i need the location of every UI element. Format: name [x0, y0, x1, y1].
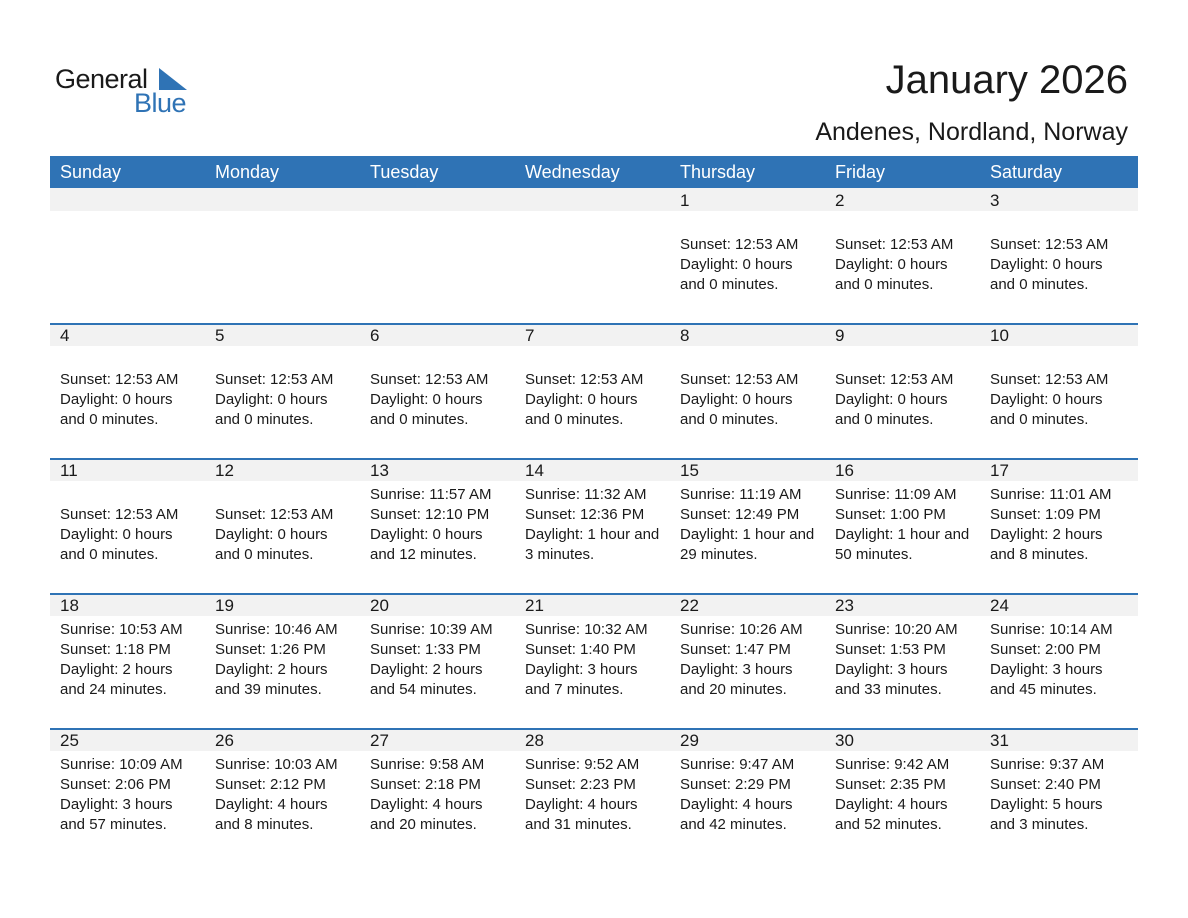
day-cell	[825, 593, 980, 728]
day-number	[370, 190, 375, 212]
daylight-minutes-text: and 54 minutes.	[370, 681, 477, 698]
day-info	[680, 620, 803, 700]
day-number: 10	[990, 326, 1009, 345]
day-number: 25	[60, 731, 79, 750]
day-cell	[50, 323, 205, 458]
sunrise-text: Sunrise: 11:09 AM	[835, 486, 957, 503]
day-number: 24	[990, 596, 1009, 615]
daylight-text: Daylight: 3 hours	[60, 796, 173, 813]
day-cell	[980, 323, 1135, 458]
day-cell	[50, 188, 205, 323]
sunset-text: Sunset: 2:12 PM	[215, 776, 326, 793]
sunset-text: Sunset: 2:35 PM	[835, 776, 946, 793]
page-title: January 2026	[885, 58, 1128, 102]
sunrise-text: Sunrise: 10:46 AM	[215, 621, 338, 638]
daylight-text: Daylight: 3 hours	[680, 661, 793, 678]
daylight-minutes-text: and 24 minutes.	[60, 681, 167, 698]
sunset-text: Sunset: 2:00 PM	[990, 641, 1101, 658]
day-number: 12	[215, 461, 234, 480]
daylight-text: Daylight: 2 hours	[215, 661, 328, 678]
day-cell	[205, 188, 360, 323]
day-info	[215, 620, 338, 700]
day-number	[60, 190, 65, 212]
sunset-text: Sunset: 12:53 AM	[680, 371, 799, 388]
sunrise-text: Sunrise: 11:57 AM	[370, 486, 492, 503]
day-number: 22	[680, 596, 699, 615]
day-cell	[670, 458, 825, 593]
daylight-text: Daylight: 3 hours	[525, 661, 638, 678]
sunset-text: Sunset: 12:53 AM	[60, 506, 179, 523]
sunset-text: Sunset: 12:53 AM	[990, 371, 1109, 388]
logo-text-general: General	[55, 64, 148, 94]
sunset-text: Sunset: 12:53 AM	[215, 506, 334, 523]
sunset-text: Sunset: 2:29 PM	[680, 776, 791, 793]
sunrise-text: Sunrise: 10:09 AM	[60, 756, 183, 773]
sunrise-text: Sunrise: 11:32 AM	[525, 486, 647, 503]
day-cell	[670, 728, 825, 863]
calendar-week	[50, 458, 1138, 593]
day-info	[60, 350, 178, 430]
day-info	[370, 215, 374, 295]
sunset-text: Sunset: 1:09 PM	[990, 506, 1101, 523]
day-number: 7	[525, 326, 535, 345]
daylight-minutes-text: 50 minutes.	[835, 546, 913, 563]
sunset-text: Sunset: 12:53 AM	[680, 236, 799, 253]
sunset-text: Sunset: 2:06 PM	[60, 776, 171, 793]
calendar-weeks	[50, 188, 1138, 863]
day-cell	[980, 728, 1135, 863]
daylight-minutes-text: 3 minutes.	[525, 546, 595, 563]
daylight-text: Daylight: 2 hours	[370, 661, 483, 678]
sunset-text: Sunset: 2:40 PM	[990, 776, 1101, 793]
sunset-text: Sunset: 1:47 PM	[680, 641, 791, 658]
day-info	[60, 620, 183, 700]
daylight-minutes-text: and 0 minutes.	[60, 411, 159, 428]
calendar-week	[50, 593, 1138, 728]
sunrise-text: Sunrise: 10:32 AM	[525, 621, 648, 638]
daylight-text: Daylight: 2 hours	[60, 661, 173, 678]
day-info	[835, 350, 953, 430]
day-cell	[360, 323, 515, 458]
day-info	[525, 620, 648, 700]
daylight-minutes-text: and 0 minutes.	[370, 411, 469, 428]
week-cells	[50, 188, 1138, 323]
sunset-text: Sunset: 12:53 AM	[370, 371, 489, 388]
weekday-header	[50, 156, 1138, 188]
daylight-text: Daylight: 4 hours	[215, 796, 328, 813]
weekday-tuesday: Tuesday	[370, 162, 439, 182]
day-number: 29	[680, 731, 699, 750]
daylight-minutes-text: and 0 minutes.	[215, 546, 314, 563]
weekday-thursday: Thursday	[680, 162, 756, 182]
sunset-text: Sunset: 12:53 AM	[835, 236, 954, 253]
sunrise-text: Sunrise: 10:39 AM	[370, 621, 493, 638]
sunrise-text: Sunrise: 10:03 AM	[215, 756, 338, 773]
sunrise-text: Sunrise: 9:42 AM	[835, 756, 950, 773]
sunset-text: Sunset: 1:26 PM	[215, 641, 326, 658]
daylight-text: Daylight: 4 hours	[680, 796, 793, 813]
daylight-minutes-text: and 20 minutes.	[370, 816, 477, 833]
sunrise-text: Sunrise: 10:20 AM	[835, 621, 958, 638]
daylight-minutes-text: and 8 minutes.	[990, 546, 1089, 563]
calendar	[50, 156, 1138, 863]
daylight-minutes-text: and 20 minutes.	[680, 681, 787, 698]
day-number: 19	[215, 596, 234, 615]
daylight-text: Daylight: 2 hours	[990, 526, 1103, 543]
logo-triangle-icon	[159, 68, 189, 90]
day-info	[370, 620, 493, 700]
week-cells	[50, 458, 1138, 593]
daylight-text: Daylight: 1 hour and	[835, 526, 970, 543]
day-number: 16	[835, 461, 854, 480]
day-info	[525, 485, 659, 565]
day-number: 30	[835, 731, 854, 750]
daylight-text: Daylight: 0 hours	[835, 391, 948, 408]
sunset-text: Sunset: 2:23 PM	[525, 776, 636, 793]
daylight-text: Daylight: 0 hours	[60, 391, 173, 408]
logo-text-blue: Blue	[134, 88, 187, 118]
day-info	[680, 215, 798, 295]
sunset-text: Sunset: 1:33 PM	[370, 641, 481, 658]
day-number: 4	[60, 326, 70, 345]
weekday-wednesday: Wednesday	[525, 162, 620, 182]
weekday-sunday: Sunday	[60, 162, 122, 182]
day-cell	[205, 593, 360, 728]
day-info	[680, 350, 798, 430]
daylight-minutes-text: and 57 minutes.	[60, 816, 167, 833]
day-number: 9	[835, 326, 845, 345]
daylight-text: Daylight: 4 hours	[525, 796, 638, 813]
day-cell	[360, 593, 515, 728]
daylight-minutes-text: and 7 minutes.	[525, 681, 624, 698]
day-info	[60, 485, 178, 565]
calendar-week	[50, 188, 1138, 323]
daylight-minutes-text: and 0 minutes.	[60, 546, 159, 563]
day-cell	[205, 323, 360, 458]
day-cell	[825, 728, 980, 863]
day-number: 20	[370, 596, 389, 615]
day-number: 6	[370, 326, 380, 345]
day-info	[990, 215, 1108, 295]
sunrise-text: Sunrise: 10:26 AM	[680, 621, 803, 638]
weekday-friday: Friday	[835, 162, 886, 182]
day-cell	[980, 593, 1135, 728]
sunrise-text: Sunrise: 10:14 AM	[990, 621, 1113, 638]
day-info	[835, 485, 969, 565]
day-cell	[205, 728, 360, 863]
daylight-text: Daylight: 0 hours	[370, 391, 483, 408]
day-info	[215, 350, 333, 430]
daylight-text: Daylight: 4 hours	[835, 796, 948, 813]
day-info	[370, 755, 484, 835]
daylight-text: Daylight: 0 hours	[990, 391, 1103, 408]
weekday-saturday: Saturday	[990, 162, 1063, 182]
logo	[55, 64, 195, 120]
day-number: 18	[60, 596, 79, 615]
sunrise-text: Sunrise: 11:19 AM	[680, 486, 802, 503]
day-cell	[360, 188, 515, 323]
day-cell	[515, 593, 670, 728]
daylight-minutes-text: and 33 minutes.	[835, 681, 942, 698]
day-number: 14	[525, 461, 544, 480]
sunset-text: Sunset: 12:53 AM	[60, 371, 179, 388]
day-number: 28	[525, 731, 544, 750]
sunset-text: Sunset: 1:40 PM	[525, 641, 636, 658]
day-cell	[50, 593, 205, 728]
day-cell	[980, 188, 1135, 323]
day-info	[370, 485, 491, 565]
daylight-minutes-text: and 3 minutes.	[990, 816, 1089, 833]
week-cells	[50, 728, 1138, 863]
daylight-text: Daylight: 0 hours	[680, 256, 793, 273]
day-info	[525, 755, 639, 835]
day-number: 13	[370, 461, 389, 480]
weekday-monday: Monday	[215, 162, 280, 182]
day-info	[525, 215, 529, 295]
daylight-minutes-text: and 0 minutes.	[215, 411, 314, 428]
daylight-text: Daylight: 1 hour and	[525, 526, 660, 543]
sunrise-text: Sunrise: 9:37 AM	[990, 756, 1105, 773]
calendar-week	[50, 323, 1138, 458]
day-number: 31	[990, 731, 1009, 750]
daylight-minutes-text: and 31 minutes.	[525, 816, 632, 833]
daylight-text: Daylight: 0 hours	[60, 526, 173, 543]
sunset-text: Sunset: 12:10 PM	[370, 506, 490, 523]
day-number: 26	[215, 731, 234, 750]
daylight-text: Daylight: 0 hours	[525, 391, 638, 408]
daylight-minutes-text: 29 minutes.	[680, 546, 758, 563]
daylight-minutes-text: and 0 minutes.	[835, 276, 934, 293]
daylight-text: Daylight: 0 hours	[990, 256, 1103, 273]
day-number: 17	[990, 461, 1009, 480]
day-cell	[670, 323, 825, 458]
sunset-text: Sunset: 12:53 AM	[990, 236, 1109, 253]
day-cell	[205, 458, 360, 593]
daylight-text: Daylight: 3 hours	[990, 661, 1103, 678]
day-cell	[360, 728, 515, 863]
day-number: 8	[680, 326, 690, 345]
day-cell	[670, 593, 825, 728]
day-cell	[50, 458, 205, 593]
day-info	[990, 755, 1104, 835]
day-cell	[825, 188, 980, 323]
day-number: 27	[370, 731, 389, 750]
sunset-text: Sunset: 2:18 PM	[370, 776, 481, 793]
day-info	[835, 215, 953, 295]
day-cell	[825, 458, 980, 593]
sunset-text: Sunset: 12:53 AM	[525, 371, 644, 388]
daylight-text: Daylight: 0 hours	[215, 391, 328, 408]
daylight-text: Daylight: 0 hours	[680, 391, 793, 408]
daylight-text: Daylight: 0 hours	[370, 526, 483, 543]
location-subtitle: Andenes, Nordland, Norway	[815, 118, 1128, 146]
day-info	[215, 215, 219, 295]
day-number: 11	[60, 461, 78, 480]
sunset-text: Sunset: 12:53 AM	[835, 371, 954, 388]
daylight-minutes-text: and 45 minutes.	[990, 681, 1097, 698]
day-cell	[515, 323, 670, 458]
day-info	[60, 215, 64, 295]
sunset-text: Sunset: 12:53 AM	[215, 371, 334, 388]
daylight-minutes-text: and 0 minutes.	[680, 411, 779, 428]
day-number: 5	[215, 326, 225, 345]
day-number	[215, 190, 220, 212]
day-cell	[515, 188, 670, 323]
day-number: 23	[835, 596, 854, 615]
week-cells	[50, 593, 1138, 728]
day-info	[370, 350, 488, 430]
daylight-minutes-text: and 0 minutes.	[525, 411, 624, 428]
sunset-text: Sunset: 12:49 PM	[680, 506, 800, 523]
day-number: 1	[680, 191, 690, 210]
day-cell	[825, 323, 980, 458]
day-info	[990, 620, 1113, 700]
sunrise-text: Sunrise: 11:01 AM	[990, 486, 1112, 503]
daylight-minutes-text: and 42 minutes.	[680, 816, 787, 833]
day-number: 2	[835, 191, 845, 210]
sunrise-text: Sunrise: 9:47 AM	[680, 756, 795, 773]
day-cell	[515, 458, 670, 593]
day-cell	[670, 188, 825, 323]
day-info	[680, 755, 794, 835]
daylight-minutes-text: and 0 minutes.	[680, 276, 779, 293]
day-info	[215, 755, 338, 835]
sunset-text: Sunset: 1:00 PM	[835, 506, 946, 523]
day-info	[525, 350, 643, 430]
daylight-text: Daylight: 5 hours	[990, 796, 1103, 813]
day-cell	[360, 458, 515, 593]
day-info	[835, 620, 958, 700]
day-cell	[50, 728, 205, 863]
daylight-minutes-text: and 0 minutes.	[990, 411, 1089, 428]
calendar-week	[50, 728, 1138, 863]
daylight-text: Daylight: 0 hours	[215, 526, 328, 543]
day-cell	[515, 728, 670, 863]
daylight-text: Daylight: 4 hours	[370, 796, 483, 813]
daylight-text: Daylight: 0 hours	[835, 256, 948, 273]
week-cells	[50, 323, 1138, 458]
daylight-text: Daylight: 1 hour and	[680, 526, 815, 543]
daylight-minutes-text: and 8 minutes.	[215, 816, 314, 833]
daylight-minutes-text: and 0 minutes.	[835, 411, 934, 428]
sunset-text: Sunset: 1:53 PM	[835, 641, 946, 658]
sunrise-text: Sunrise: 10:53 AM	[60, 621, 183, 638]
day-cell	[980, 458, 1135, 593]
day-info	[215, 485, 333, 565]
sunset-text: Sunset: 12:36 PM	[525, 506, 645, 523]
daylight-minutes-text: and 52 minutes.	[835, 816, 942, 833]
daylight-minutes-text: and 0 minutes.	[990, 276, 1089, 293]
sunrise-text: Sunrise: 9:52 AM	[525, 756, 640, 773]
day-info	[835, 755, 949, 835]
sunset-text: Sunset: 1:18 PM	[60, 641, 171, 658]
day-number: 15	[680, 461, 699, 480]
day-number: 21	[525, 596, 544, 615]
day-number	[525, 190, 530, 212]
day-number: 3	[990, 191, 1000, 210]
daylight-minutes-text: and 39 minutes.	[215, 681, 322, 698]
daylight-minutes-text: and 12 minutes.	[370, 546, 477, 563]
day-info	[60, 755, 183, 835]
sunrise-text: Sunrise: 9:58 AM	[370, 756, 485, 773]
daylight-text: Daylight: 3 hours	[835, 661, 948, 678]
day-info	[990, 350, 1108, 430]
day-info	[990, 485, 1111, 565]
day-info	[680, 485, 814, 565]
